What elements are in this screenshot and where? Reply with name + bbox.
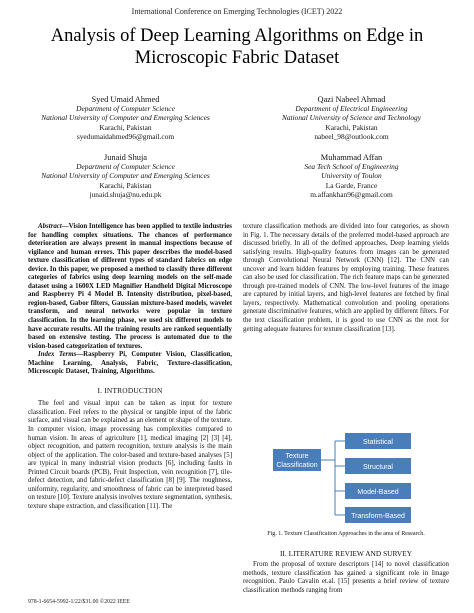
left-column <box>28 223 232 512</box>
index-terms-text: —Raspberry Pi, Computer Vision, Classification, Machine Learning, Analysis, Fabric, Texture-classification, Microscopic Dataset, Training, Algorithms. <box>28 351 232 376</box>
branch-label: Model-Based <box>357 489 399 496</box>
author-block-4 <box>244 153 459 199</box>
paper-title <box>20 25 454 69</box>
author-university: National University of Computer and Emerging Sciences <box>41 113 210 123</box>
abstract <box>28 223 232 351</box>
branch-node-transform-based <box>345 507 411 523</box>
branch-node-model-based <box>345 483 411 499</box>
author-block-1 <box>18 95 233 141</box>
branch-label: Statistical <box>363 439 393 446</box>
index-terms-label: Index Terms <box>38 351 77 359</box>
author-city: La Garde, France <box>325 180 378 190</box>
abstract-text: —Vision Intelligence has been applied to textile industries for handling complex situations. The chances of performance deterioration are always present in manual inspections because of vigilance and human errors. This paper describes the model-based texture classification of different types of standard fabrics on edge device. In this paper, we proposed a method to classify three different categories of fabrics using deep learning models on the self-made dataset using a 1600X LED Magnifier Handheld Digital Microscope and Raspberry Pi 4 Model B. Intensity distribution, pixel-based, region-based, Gabor filters, Gaussian mixture-based models, wavelet transform, and neural networks were popular in texture classification. In the learning phase, we used six different models to have accurate results. All the training results are ranked sequentially based on extensive testing. The process is automated due to the vision-based categorization of textures. <box>28 223 232 350</box>
title-line-2: Microscopic Fabric Dataset <box>134 48 340 68</box>
author-name: Muhammad Affan <box>320 153 383 162</box>
author-dept: Department of Computer Science <box>76 104 175 114</box>
author-email[interactable]: junaid.shuja@nu.edu.pk <box>89 189 162 199</box>
author-university: National University of Computer and Emerging Sciences <box>41 171 210 181</box>
author-email[interactable]: m.affankhan96@gmail.com <box>310 189 393 199</box>
author-dept: Department of Electrical Engineering <box>295 104 408 114</box>
root-node-label-line-1: Texture <box>285 453 309 460</box>
author-name: Syed Umaid Ahmed <box>91 95 160 104</box>
literature-review-text: From the proposal of texture descriptors [14] to novel classification methods, texture classification has gained a significant role in Image recognition. Paulo Cavalin et.al. [15] presents a brief review of texture classification methods ranging from <box>243 561 449 594</box>
author-block-2 <box>244 95 459 141</box>
section-2-heading: II. LITERATURE REVIEW AND SURVEY <box>279 549 413 558</box>
copyright-footer: 978-1-6654-5992-1/22/$31.00 ©2022 IEEE <box>28 599 130 605</box>
author-dept: Sea Tech School of Engineering <box>304 162 399 172</box>
diagram-connectors <box>321 441 345 515</box>
root-node-label-line-2: Classification <box>276 462 318 469</box>
author-block-3 <box>18 153 233 199</box>
branch-label: Structural <box>363 464 393 471</box>
conference-header: International Conference on Emerging Technologies (ICET) 2022 <box>131 7 343 16</box>
branch-node-statistical <box>345 433 411 449</box>
author-name: Qazi Nabeel Ahmad <box>317 95 386 104</box>
author-city: Karachi, Pakistan <box>99 180 152 190</box>
author-email[interactable]: syedumaidahmed96@gmail.com <box>76 131 175 141</box>
root-node <box>273 449 321 471</box>
section-1-heading: I. INTRODUCTION <box>97 385 163 395</box>
author-email[interactable]: nabeel_98@outlook.com <box>314 131 389 141</box>
author-city: Karachi, Pakistan <box>99 122 152 132</box>
right-column <box>243 223 449 334</box>
author-name: Junaid Shuja <box>103 153 148 162</box>
author-university: National University of Science and Technology <box>281 113 422 123</box>
abstract-label: Abstract <box>38 223 62 230</box>
title-line-1: Analysis of Deep Learning Algorithms on Edge in <box>50 26 424 46</box>
introduction-text: The feel and visual input can be taken as input for texture classification. Feel refers to the physical or tangible input of the fabric surface, and visual can be explained as an element or shape of the texture. In computer vision, image processing has complexities compared to human vision. In areas of agriculture [1], medical imaging [2] [3] [4], object recognition, and pattern recognition, texture analysis is the main object of the application. The color-based and texture-based analyses [5] are typical in many industrial vision products [6], including faults in Printed Circuit boards (PCB), Fruit Inspection, vein recognition [7], tile-defect detection, and fabric-defect classification [8] [9]. The roughness, uniformity, regularity, and smoothness of fabric can be interpreted based on texture [10]. Texture analysis involves texture segmentation, synthesis, texture shape extraction, and classification [11]. The <box>28 400 232 510</box>
branch-label: Transform-Based <box>351 513 405 520</box>
texture-classification-diagram <box>243 432 449 524</box>
author-dept: Department of Computer Science <box>76 162 175 172</box>
branch-node-structural <box>345 458 411 474</box>
author-city: Karachi, Pakistan <box>325 122 378 132</box>
right-column-text: texture classification methods are divided into four categories, as shown in Fig. 1. The necessary details of the preferred model-based approach are discussed briefly. In all of the defined approaches, Deep learning yields satisfying results. High-quality features from images can be generated through Convolutional Neural Network (CNN) [12]. The CNN can uncover and learn hidden features by employing training. These features can also be used for classification. The rich feature maps can be generated through pre-trained models of CNN. The low-level features of the image are captured by initial layers, and high-level features are fetched by final layers, respectively. Mathematical convolution and pooling operations generate discriminative features, which are applied by different filters. For the text classification problem, it is good to use CNN as the root for getting adequate features for texture classification [13]. <box>243 223 449 333</box>
author-university: University of Toulon <box>321 171 382 181</box>
figure-caption: Fig. 1. Texture Classification Approaches in the area of Research. <box>267 531 425 537</box>
index-terms <box>28 351 232 377</box>
